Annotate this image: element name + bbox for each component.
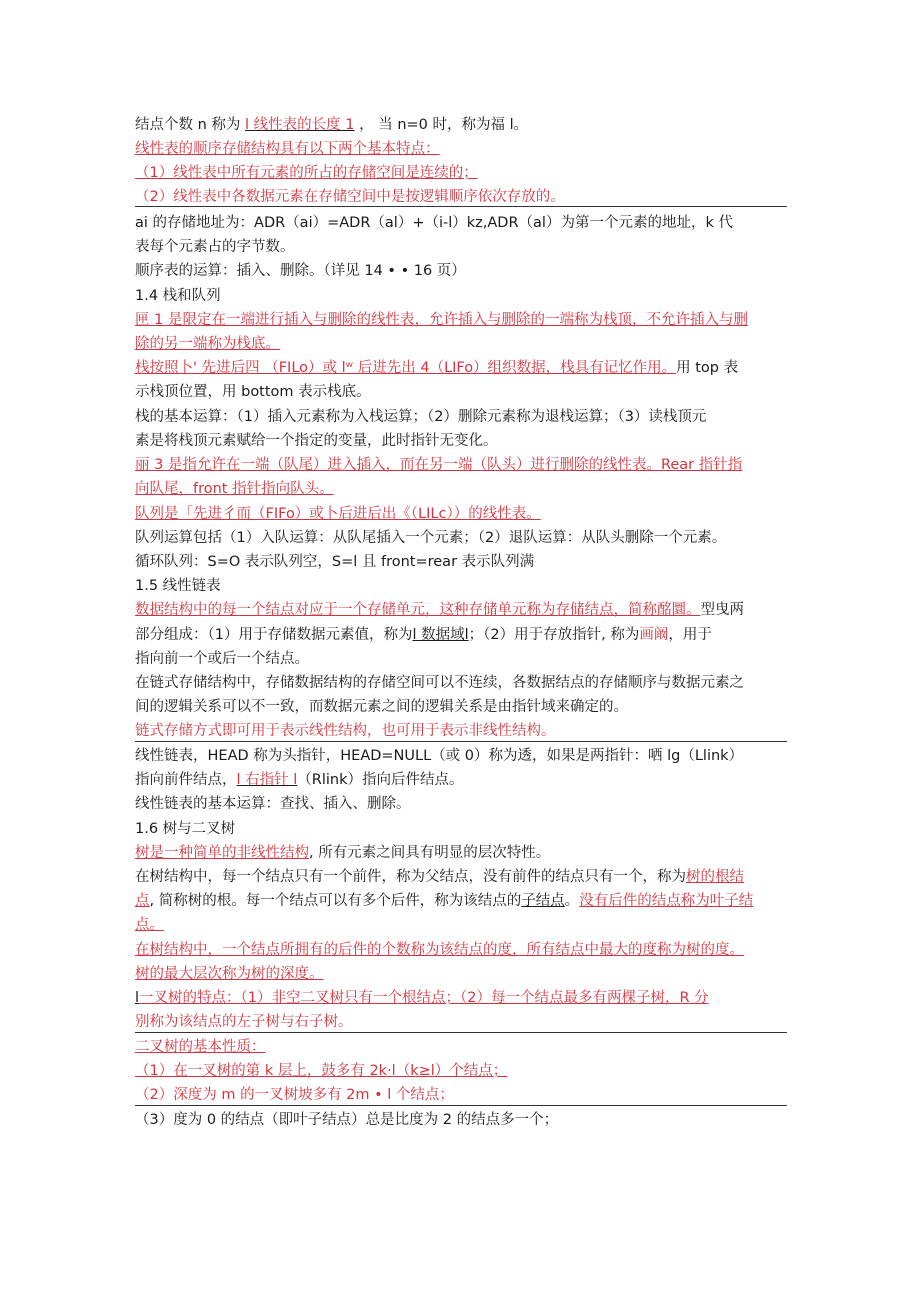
linear-list-length-term: l 线性表的长度 1 xyxy=(245,117,355,133)
text-line-42: （3）度为 0 的结点（即叶子结点）总是比度为 2 的结点多一个； xyxy=(135,1112,559,1128)
text-span: , 所有元素之间具有明显的层次特性。 xyxy=(309,845,551,861)
text-line-5: ai 的存储地址为：ADR（ai）=ADR（al）+（i-l）kz,ADR（al）为第一个元素的地址，k 代 xyxy=(135,215,733,231)
divider-rule xyxy=(135,741,787,742)
text-line-2: 线性表的顺序存储结构具有以下两个基本特点： xyxy=(135,141,440,157)
text-line-38: 别称为该结点的左子树与右子树。 xyxy=(135,1014,353,1030)
stack-definition: 栈按照卜' 先进后四 （FILo）或 lʷ 后进先出 4（LIFo）组织数据，栈具有记忆作用。 xyxy=(135,360,677,376)
text-line-12: 示栈顶位置，用 bottom 表示栈底。 xyxy=(135,384,371,400)
divider-rule xyxy=(135,1032,787,1033)
root-node-term: 树的根结 xyxy=(686,869,744,885)
text-line-17: 队列是「先进彳而（FIFo）或卜后进后出《（LILc））的线性表。 xyxy=(135,506,541,522)
divider-rule xyxy=(135,206,787,207)
text-line-6: 表每个元素占的字节数。 xyxy=(135,239,295,255)
text-span: l xyxy=(135,990,140,1006)
text-line-28 xyxy=(135,769,787,791)
divider-rule xyxy=(135,1105,787,1106)
text-line-23: 指向前一个或后一个结点。 xyxy=(135,651,309,667)
text-span: 型曳两 xyxy=(700,602,744,618)
pointer-field-term: 画阚 xyxy=(639,627,669,643)
text-line-25: 间的逻辑关系可以不一致，而数据元素之间的逻辑关系是由指针域来确定的。 xyxy=(135,699,628,715)
text-line-33 xyxy=(135,890,787,912)
text-line-26: 链式存储方式即可用于表示线性结构，也可用于表示非线性结构。 xyxy=(135,723,556,739)
text-span: ；（2）用于存放指针, 称为 xyxy=(468,627,640,643)
text-line-10: 除的另一端称为栈底。 xyxy=(135,336,280,352)
section-heading-1-4: 1.4 栈和队列 xyxy=(135,288,221,304)
text-line-11 xyxy=(135,357,787,379)
leaf-node-definition: 没有后件的结点称为叶子结 xyxy=(579,893,754,909)
text-span: 结点个数 n 称为 xyxy=(135,117,241,133)
text-line-9: 匣 1 是限定在一端进行插入与删除的线性表，允许插入与删除的一端称为栈顶，不允许插入与删 xyxy=(135,312,748,328)
text-line-7: 顺序表的运算：插入、删除。（详见 14 • • 16 页） xyxy=(135,263,466,279)
text-line-32 xyxy=(135,866,787,888)
text-line-4: （2）线性表中各数据元素在存储空间中是按逻辑顺序依次存放的。 xyxy=(135,189,565,205)
text-line-18: 队列运算包括（1）入队运算：从队尾插入一个元素；（2）退队运算：从队头删除一个元素。 xyxy=(135,530,727,546)
text-line-22 xyxy=(135,624,787,646)
text-line-36: 树的最大层次称为树的深度。 xyxy=(135,966,324,982)
text-span: , 简称树的根。每一个结点可以有多个后件，称为该结点的 xyxy=(149,893,522,909)
text-span: 用 top 表 xyxy=(676,360,739,376)
text-line-37 xyxy=(135,987,787,1009)
text-span: ，用于 xyxy=(668,627,712,643)
text-line-19: 循环队列：S=O 表示队列空，S=l 且 front=rear 表示队列满 xyxy=(135,554,535,570)
data-field-term: l 数据域l xyxy=(412,627,469,643)
text-line-27: 线性链表，HEAD 称为头指针，HEAD=NULL（或 0）称为透，如果是两指针：哂 lg（Llink） xyxy=(135,748,744,764)
text-line-13: 栈的基本运算：（1）插入元素称为入栈运算；（2）删除元素称为退栈运算；（3）读栈顶元 xyxy=(135,409,707,425)
child-node-term: 子结点 xyxy=(521,893,565,909)
text-span: 指向前件结点， xyxy=(135,772,237,788)
text-span: 在树结构中，每一个结点只有一个前件，称为父结点，没有前件的结点只有一个，称为 xyxy=(135,869,686,885)
text-line-41: （2）深度为 m 的一叉树坡多有 2m • l 个结点； xyxy=(135,1087,454,1103)
text-line-35: 在树结构中，一个结点所拥有的后件的个数称为该结点的度，所有结点中最大的度称为树的度。 xyxy=(135,942,744,958)
text-line-39: 二叉树的基本性质： xyxy=(135,1039,266,1055)
text-span: （Rlink）指向后件结点。 xyxy=(297,772,464,788)
text-line-40: （1）在一叉树的第 k 层上，鼓多有 2k·l（k≥l）个结点； xyxy=(135,1063,508,1079)
text-line-16: 向队尾，front 指针指向队头。 xyxy=(135,481,334,497)
text-line-29: 线性链表的基本运算：查找、插入、删除。 xyxy=(135,796,411,812)
text-line-21 xyxy=(135,599,787,621)
text-span: 部分组成：（1）用于存储数据元素值，称为 xyxy=(135,627,413,643)
text-line-3: （1）线性表中所有元素的所占的存储空间是连续的； xyxy=(135,165,478,181)
section-heading-1-6: 1.6 树与二叉树 xyxy=(135,821,236,837)
section-heading-1-5: 1.5 线性链表 xyxy=(135,578,221,594)
text-line-14: 素是将栈顶元素赋给一个指定的变量，此时指针无变化。 xyxy=(135,433,498,449)
text-line-34: 点。 xyxy=(135,917,164,933)
right-pointer-term: l 右指针 l xyxy=(236,772,298,788)
text-line-1 xyxy=(135,114,787,136)
text-span: 。 xyxy=(564,893,580,909)
binary-tree-features: 一叉树的特点：（1）非空二叉树只有一个根结点；（2）每一个结点最多有两棵子树，R 分 xyxy=(139,990,709,1006)
text-span: ， 当 n=0 时，称为福 l。 xyxy=(359,117,529,133)
root-node-term: 点 xyxy=(135,893,150,909)
tree-definition: 树是一种简单的非线性结构 xyxy=(135,845,309,861)
text-line-24: 在链式存储结构中，存储数据结构的存储空间可以不连续，各数据结点的存储顺序与数据元素之 xyxy=(135,675,744,691)
text-line-15: 丽 3 是指允许在一端（队尾）进入插入，而在另一端（队头）进行删除的线性表。Rear 指针指 xyxy=(135,457,743,473)
text-line-31 xyxy=(135,842,787,864)
storage-node-definition: 数据结构中的每一个结点对应于一个存储单元，这种存储单元称为存储结点，简称酩圜。 xyxy=(135,602,701,618)
